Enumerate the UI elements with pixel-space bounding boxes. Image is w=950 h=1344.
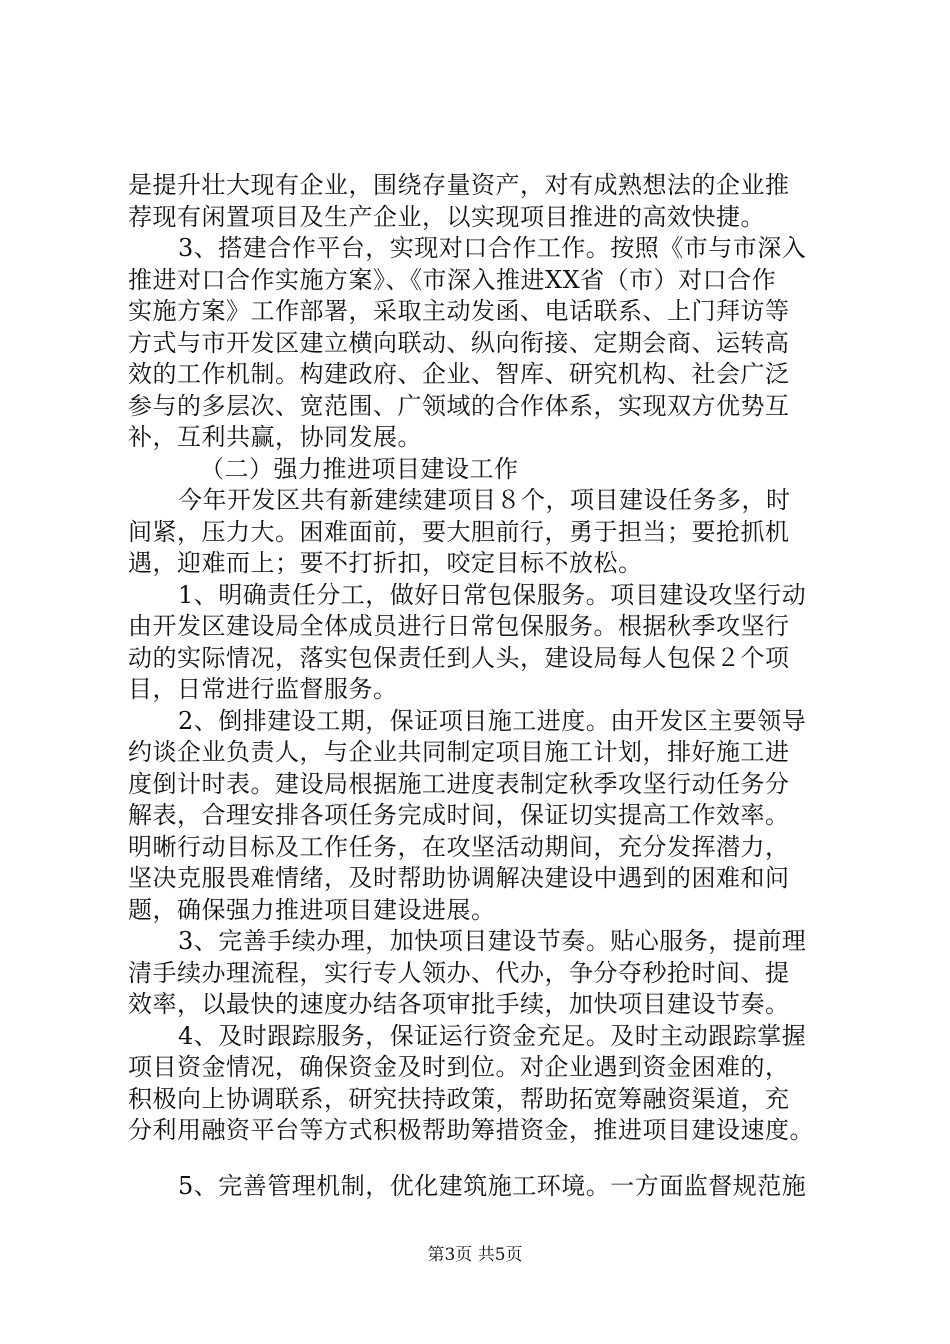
text-line: 补，互利共赢，协同发展。 — [128, 423, 422, 451]
text-line: 题，确保强力推进项目建设进展。 — [128, 895, 496, 924]
paragraph-start: 1、明确责任分工，做好日常包保服务。项目建设攻坚行动 — [178, 580, 807, 609]
text-line: 效的工作机制。构建政府、企业、智库、研究机构、社会广泛 — [128, 360, 790, 388]
paragraph-start: 今年开发区共有新建续建项目８个，项目建设任务多，时 — [178, 486, 791, 514]
text-line: 是提升壮大现有企业，围绕存量资产，对有成熟想法的企业推 — [128, 171, 790, 199]
text-line: 坚决克服畏难情绪，及时帮助协调解决建设中遇到的困难和问 — [128, 864, 790, 892]
section-heading: （二）强力推进项目建设工作 — [200, 454, 519, 483]
paragraph-start: 2、倒排建设工期，保证项目施工进度。由开发区主要领导 — [178, 706, 807, 735]
paragraph-gap — [128, 1147, 828, 1171]
text-line: 明晰行动目标及工作任务，在攻坚活动期间，充分发挥潜力， — [128, 832, 790, 861]
text-line: 推进对口合作实施方案》、《市深入推进XX省（市）对口合作 — [128, 265, 777, 294]
paragraph-start: 4、及时跟踪服务，保证运行资金充足。及时主动跟踪掌握 — [178, 1021, 807, 1050]
text-line: 间紧，压力大。困难面前，要大胆前行，勇于担当；要抢抓机 — [128, 517, 790, 546]
text-line: 方式与市开发区建立横向联动、纵向衔接、定期会商、运转高 — [128, 328, 790, 357]
text-line: 效率，以最快的速度办结各项审批手续，加快项目建设节奏。 — [128, 990, 790, 1018]
text-line: 项目资金情况，确保资金及时到位。对企业遇到资金困难的， — [128, 1053, 790, 1081]
page-footer: 第3页 共5页 — [427, 1245, 523, 1265]
text-line: 由开发区建设局全体成员进行日常包保服务。根据秋季攻坚行 — [128, 612, 790, 640]
text-line: 积极向上协调联系，研究扶持政策，帮助拓宽筹融资渠道，充 — [128, 1084, 790, 1113]
text-line: 约谈企业负责人，与企业共同制定项目施工计划，排好施工进 — [128, 738, 790, 766]
text-line: 解表，合理安排各项任务完成时间，保证切实提高工作效率。 — [128, 801, 790, 829]
document-body — [128, 170, 828, 1202]
paragraph-start: 5、完善管理机制，优化建筑施工环境。一方面监督规范施 — [178, 1171, 807, 1200]
paragraph-start: 3、完善手续办理，加快项目建设节奏。贴心服务，提前理 — [178, 927, 807, 955]
text-line: 参与的多层次、宽范围、广领域的合作体系，实现双方优势互 — [128, 391, 790, 420]
text-line: 清手续办理流程，实行专人领办、代办，争分夺秒抢时间、提 — [128, 958, 790, 987]
text-line: 荐现有闲置项目及生产企业，以实现项目推进的高效快捷。 — [128, 202, 765, 231]
text-line: 目，日常进行监督服务。 — [128, 675, 398, 703]
text-line: 分利用融资平台等方式积极帮助筹措资金，推进项目建设速度。 — [128, 1116, 814, 1144]
text-line: 实施方案》工作部署，采取主动发函、电话联系、上门拜访等 — [128, 297, 790, 325]
text-line: 度倒计时表。建设局根据施工进度表制定秋季攻坚行动任务分 — [128, 769, 790, 798]
paragraph-start: 3、搭建合作平台，实现对口合作工作。按照《市与市深入 — [178, 234, 807, 262]
text-line: 遇，迎难而上；要不打折扣，咬定目标不放松。 — [128, 549, 643, 577]
text-line: 动的实际情况，落实包保责任到人头，建设局每人包保２个项 — [128, 643, 790, 672]
